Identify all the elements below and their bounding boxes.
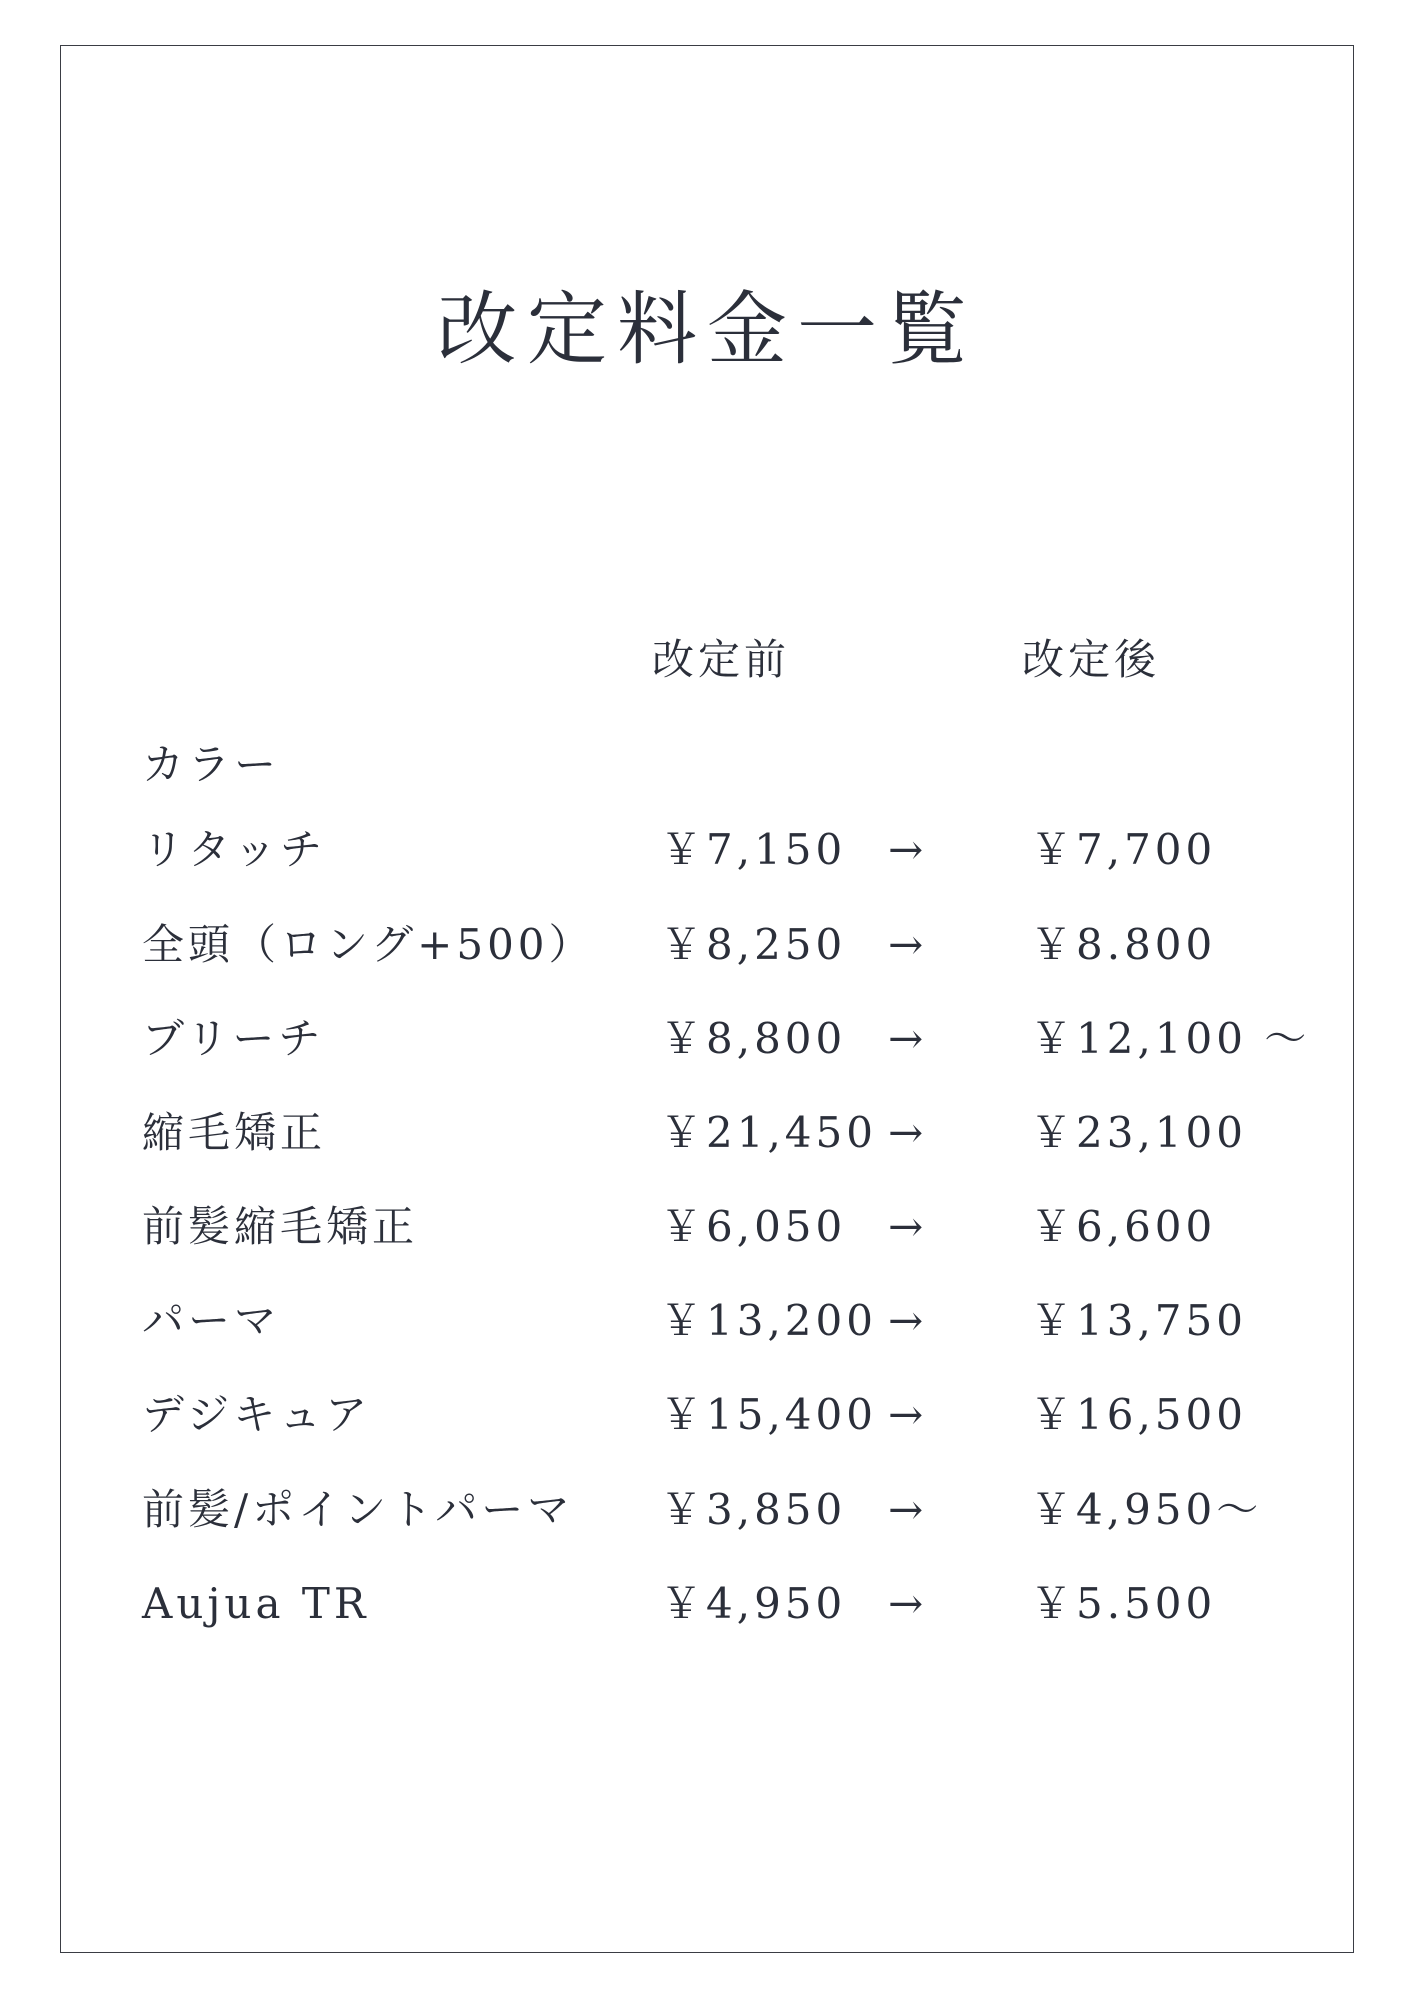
price-after: ￥4,950〜 [1030,1485,1263,1534]
service-name: 前髪縮毛矯正 [142,1202,419,1251]
category-label: カラー [142,740,281,789]
price-row [0,915,1414,975]
price-row [0,1480,1414,1540]
price-before: ￥8,800 [660,1014,847,1063]
category-row [0,735,1414,795]
arrow-icon: → [888,1485,928,1534]
column-header-after: 改定後 [1022,635,1161,684]
arrow-icon: → [888,825,928,874]
price-row [0,820,1414,880]
price-row [0,1009,1414,1069]
price-before: ￥3,850 [660,1485,847,1534]
service-name: パーマ [142,1296,281,1345]
arrow-icon: → [888,1202,928,1251]
arrow-icon: → [888,1579,928,1628]
service-name: ブリーチ [142,1014,325,1063]
price-before: ￥6,050 [660,1202,847,1251]
price-before: ￥13,200 [660,1296,877,1345]
price-after: ￥8.800 [1030,920,1217,969]
price-before: ￥8,250 [660,920,847,969]
price-after: ￥12,100 〜 [1030,1014,1311,1063]
arrow-icon: → [888,1296,928,1345]
service-name: リタッチ [142,825,327,874]
arrow-icon: → [888,920,928,969]
service-name: デジキュア [142,1390,372,1439]
arrow-icon: → [888,1014,928,1063]
price-row [0,1574,1414,1634]
price-row [0,1103,1414,1163]
service-name: Aujua TR [142,1579,370,1628]
price-row [0,1197,1414,1257]
price-row [0,1385,1414,1445]
column-header-before: 改定前 [652,635,791,684]
service-name: 前髪/ポイントパーマ [142,1485,574,1534]
price-after: ￥23,100 [1030,1108,1247,1157]
price-before: ￥21,450 [660,1108,877,1157]
price-after: ￥16,500 [1030,1390,1247,1439]
arrow-icon: → [888,1108,928,1157]
service-name: 全頭（ロング+500） [142,920,595,969]
price-row [0,1291,1414,1351]
price-before: ￥4,950 [660,1579,847,1628]
price-before: ￥7,150 [660,825,847,874]
page-title: 改定料金一覧 [437,283,977,376]
price-after: ￥7,700 [1030,825,1217,874]
price-after: ￥6,600 [1030,1202,1217,1251]
arrow-icon: → [888,1390,928,1439]
service-name: 縮毛矯正 [142,1108,327,1157]
price-after: ￥5.500 [1030,1579,1217,1628]
price-after: ￥13,750 [1030,1296,1247,1345]
price-before: ￥15,400 [660,1390,877,1439]
